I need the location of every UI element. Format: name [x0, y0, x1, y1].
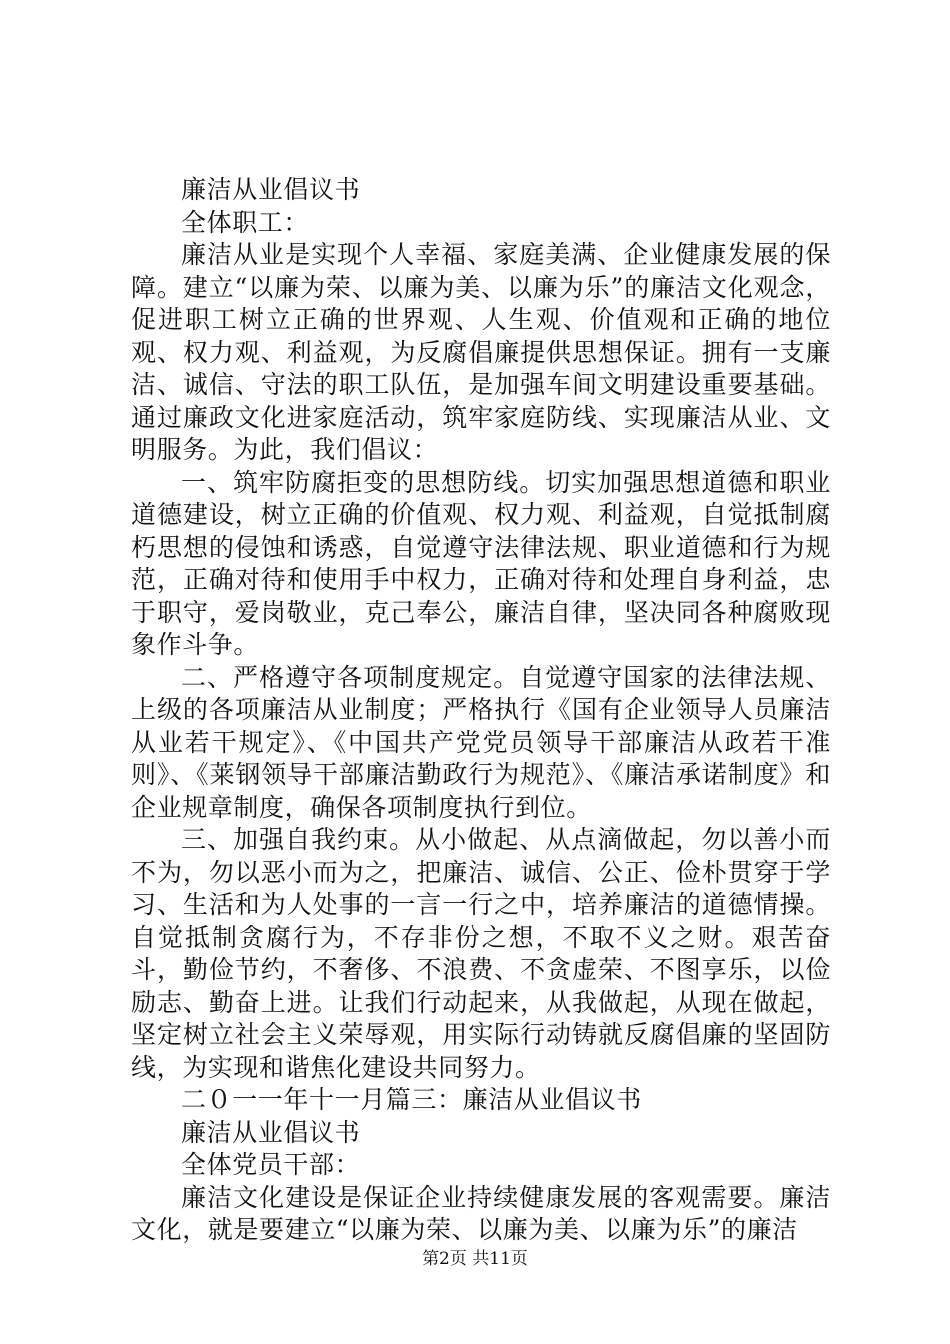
paragraph-point-one: 一、筑牢防腐拒变的思想防线。切实加强思想道德和职业道德建设，树立正确的价值观、权力观、利益观，自觉抵制腐朽思想的侵蚀和诱惑，自觉遵守法律法规、职业道德和行为规范，正确对待和使用手中权力，正确对待和处理自身利益，忠于职守，爱岗敬业，克己奉公，廉洁自律，坚决同各种腐败现象作斗争。 — [131, 467, 831, 659]
document-body — [131, 174, 831, 1247]
paragraph-title: 廉洁从业倡议书 — [181, 175, 361, 204]
paragraph-date-section: 二０一一年十一月篇三：廉洁从业倡议书 — [181, 1085, 642, 1114]
paragraph-salutation: 全体职工： — [181, 207, 310, 237]
paragraph-intro: 廉洁从业是实现个人幸福、家庭美满、企业健康发展的保障。建立“以廉为荣、以廉为美、以廉为乐”的廉洁文化观念，促进职工树立正确的世界观、人生观、价值观和正确的地位观、权力观、利益观，为反腐倡廉提供思想保证。拥有一支廉洁、诚信、守法的职工队伍，是加强车间文明建设重要基础。通过廉政文化进家庭活动，筑牢家庭防线、实现廉洁从业、文明服务。为此，我们倡议： — [131, 240, 831, 464]
paragraph-salutation-2: 全体党员干部： — [181, 1150, 361, 1179]
paragraph-intro-2: 廉洁文化建设是保证企业持续健康发展的客观需要。廉洁文化，就是要建立“以廉为荣、以廉为美、以廉为乐”的廉洁 — [131, 1182, 831, 1244]
paragraph-point-two: 二、严格遵守各项制度规定。自觉遵守国家的法律法规、上级的各项廉洁从业制度；严格执行《国有企业领导人员廉洁从业若干规定》、《中国共产党党员领导干部廉洁从政若干准则》、《莱钢领导干部廉洁勤政行为规范》、《廉洁承诺制度》和企业规章制度，确保各项制度执行到位。 — [131, 662, 831, 822]
paragraph-title-2: 廉洁从业倡议书 — [181, 1117, 361, 1147]
paragraph-point-three: 三、加强自我约束。从小做起、从点滴做起，勿以善小而不为，勿以恶小而为之，把廉洁、诚信、公正、俭朴贯穿于学习、生活和为人处事的一言一行之中，培养廉洁的道德情操。自觉抵制贪腐行为，不存非份之想，不取不义之财。艰苦奋斗，勤俭节约，不奢侈、不浪费、不贪虚荣、不图享乐，以俭励志、勤奋上进。让我们行动起来，从我做起，从现在做起，坚定树立社会主义荣辱观，用实际行动铸就反腐倡廉的坚固防线，为实现和谐焦化建设共同努力。 — [131, 825, 831, 1082]
page-number-footer: 第2页 共11页 — [422, 1249, 528, 1269]
